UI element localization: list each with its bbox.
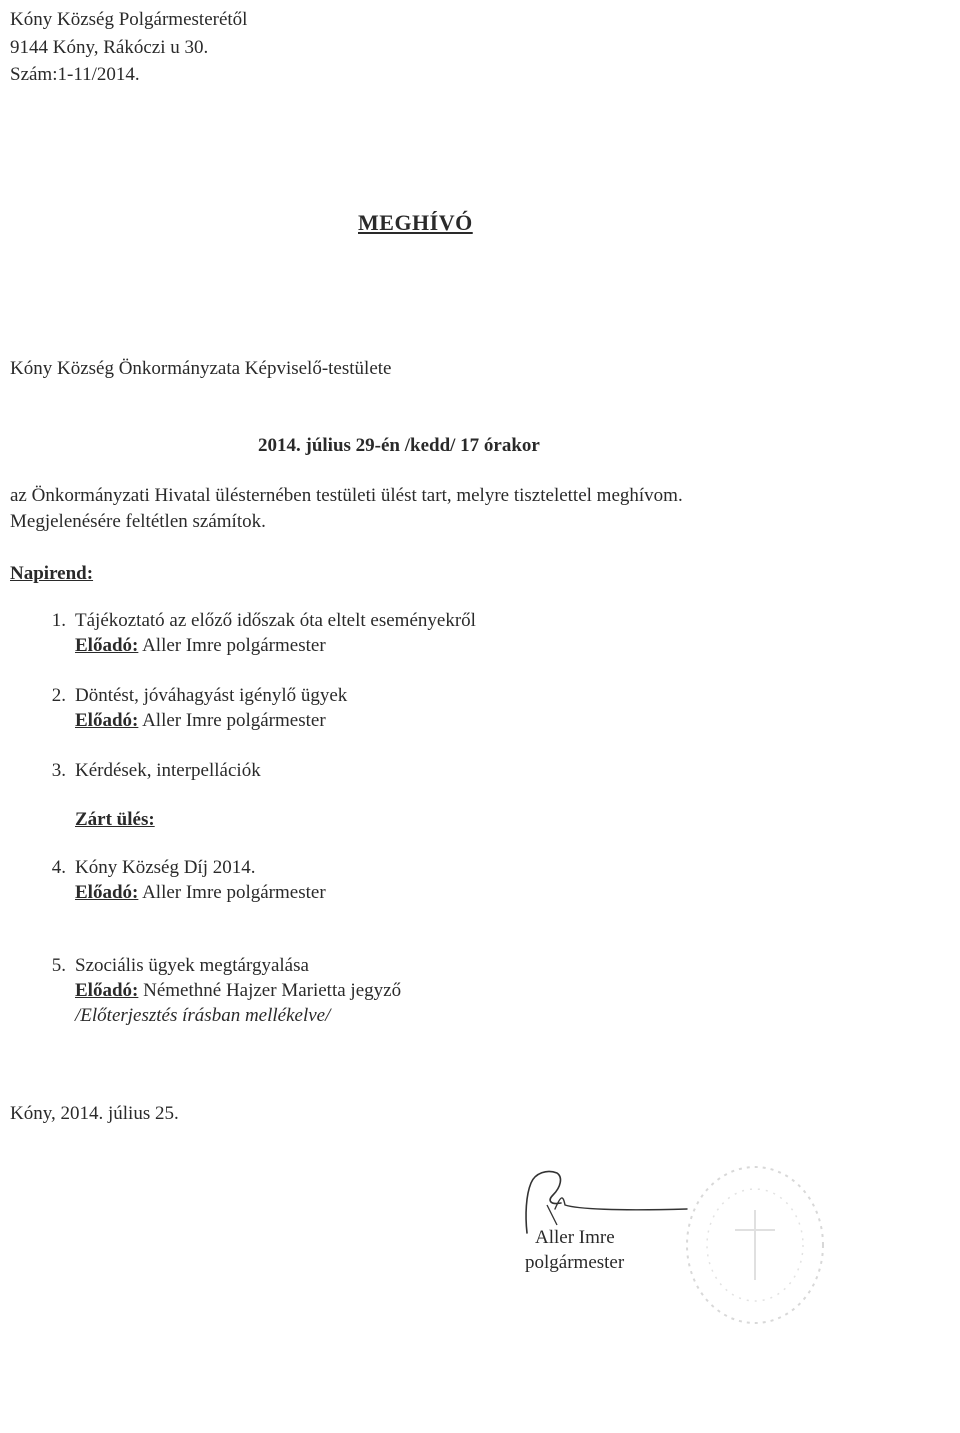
agenda-heading: Napirend:	[10, 563, 94, 584]
agenda-item-2-presenter	[75, 709, 326, 733]
document-title: MEGHÍVÓ	[358, 210, 473, 235]
recipient-line: Kóny Község Önkormányzata Képviselő-testülete	[10, 358, 392, 379]
presenter-name: Aller Imre polgármester	[142, 882, 326, 903]
agenda-item-4-presenter	[75, 881, 326, 905]
sender-line: Kóny Község Polgármesterétől	[10, 9, 248, 30]
agenda-item-number: 5.	[51, 955, 66, 976]
presenter-name: Némethné Hajzer Marietta jegyző	[143, 980, 402, 1001]
presenter-label: Előadó:	[75, 635, 139, 656]
agenda-item-5-presenter	[75, 979, 401, 1003]
invitation-line-1: az Önkormányzati Hivatal ülésternében testületi ülést tart, melyre tisztelettel meghívom.	[10, 485, 683, 506]
place-and-date: Kóny, 2014. július 25.	[10, 1103, 179, 1124]
agenda-item-text: Kóny Község Díj 2014.	[75, 857, 256, 878]
agenda-item-text: Kérdések, interpellációk	[75, 760, 261, 781]
presenter-label: Előadó:	[75, 980, 139, 1001]
agenda-item-number: 2.	[51, 685, 66, 706]
agenda-item-text: Tájékoztató az előző időszak óta eltelt eseményekről	[75, 610, 476, 631]
invitation-line-2: Megjelenésére feltétlen számítok.	[10, 511, 266, 532]
agenda-item-number: 1.	[51, 610, 66, 631]
agenda-item-number: 3.	[51, 760, 66, 781]
presenter-name: Aller Imre polgármester	[142, 635, 326, 656]
agenda-item-number: 4.	[51, 857, 66, 878]
closed-session-heading: Zárt ülés:	[75, 809, 155, 830]
sender-address: 9144 Kóny, Rákóczi u 30.	[10, 37, 209, 58]
agenda-item-2	[44, 684, 347, 708]
presenter-name: Aller Imre polgármester	[142, 710, 326, 731]
agenda-item-1-presenter	[75, 634, 326, 658]
agenda-item-text: Szociális ügyek megtárgyalása	[75, 955, 309, 976]
agenda-item-5-note: /Előterjesztés írásban mellékelve/	[75, 1005, 331, 1026]
agenda-item-3	[44, 759, 261, 783]
agenda-item-1	[44, 609, 476, 633]
reference-number: Szám:1-11/2014.	[10, 64, 140, 85]
agenda-item-4	[44, 856, 255, 880]
meeting-date-line: 2014. július 29-én /kedd/ 17 órakor	[258, 435, 540, 456]
official-seal-icon	[680, 1160, 830, 1330]
signer-title: polgármester	[525, 1252, 625, 1273]
presenter-label: Előadó:	[75, 710, 139, 731]
presenter-label: Előadó:	[75, 882, 139, 903]
signer-name: Aller Imre	[535, 1227, 615, 1248]
agenda-item-text: Döntést, jóváhagyást igénylő ügyek	[75, 685, 348, 706]
agenda-item-5	[44, 954, 309, 978]
